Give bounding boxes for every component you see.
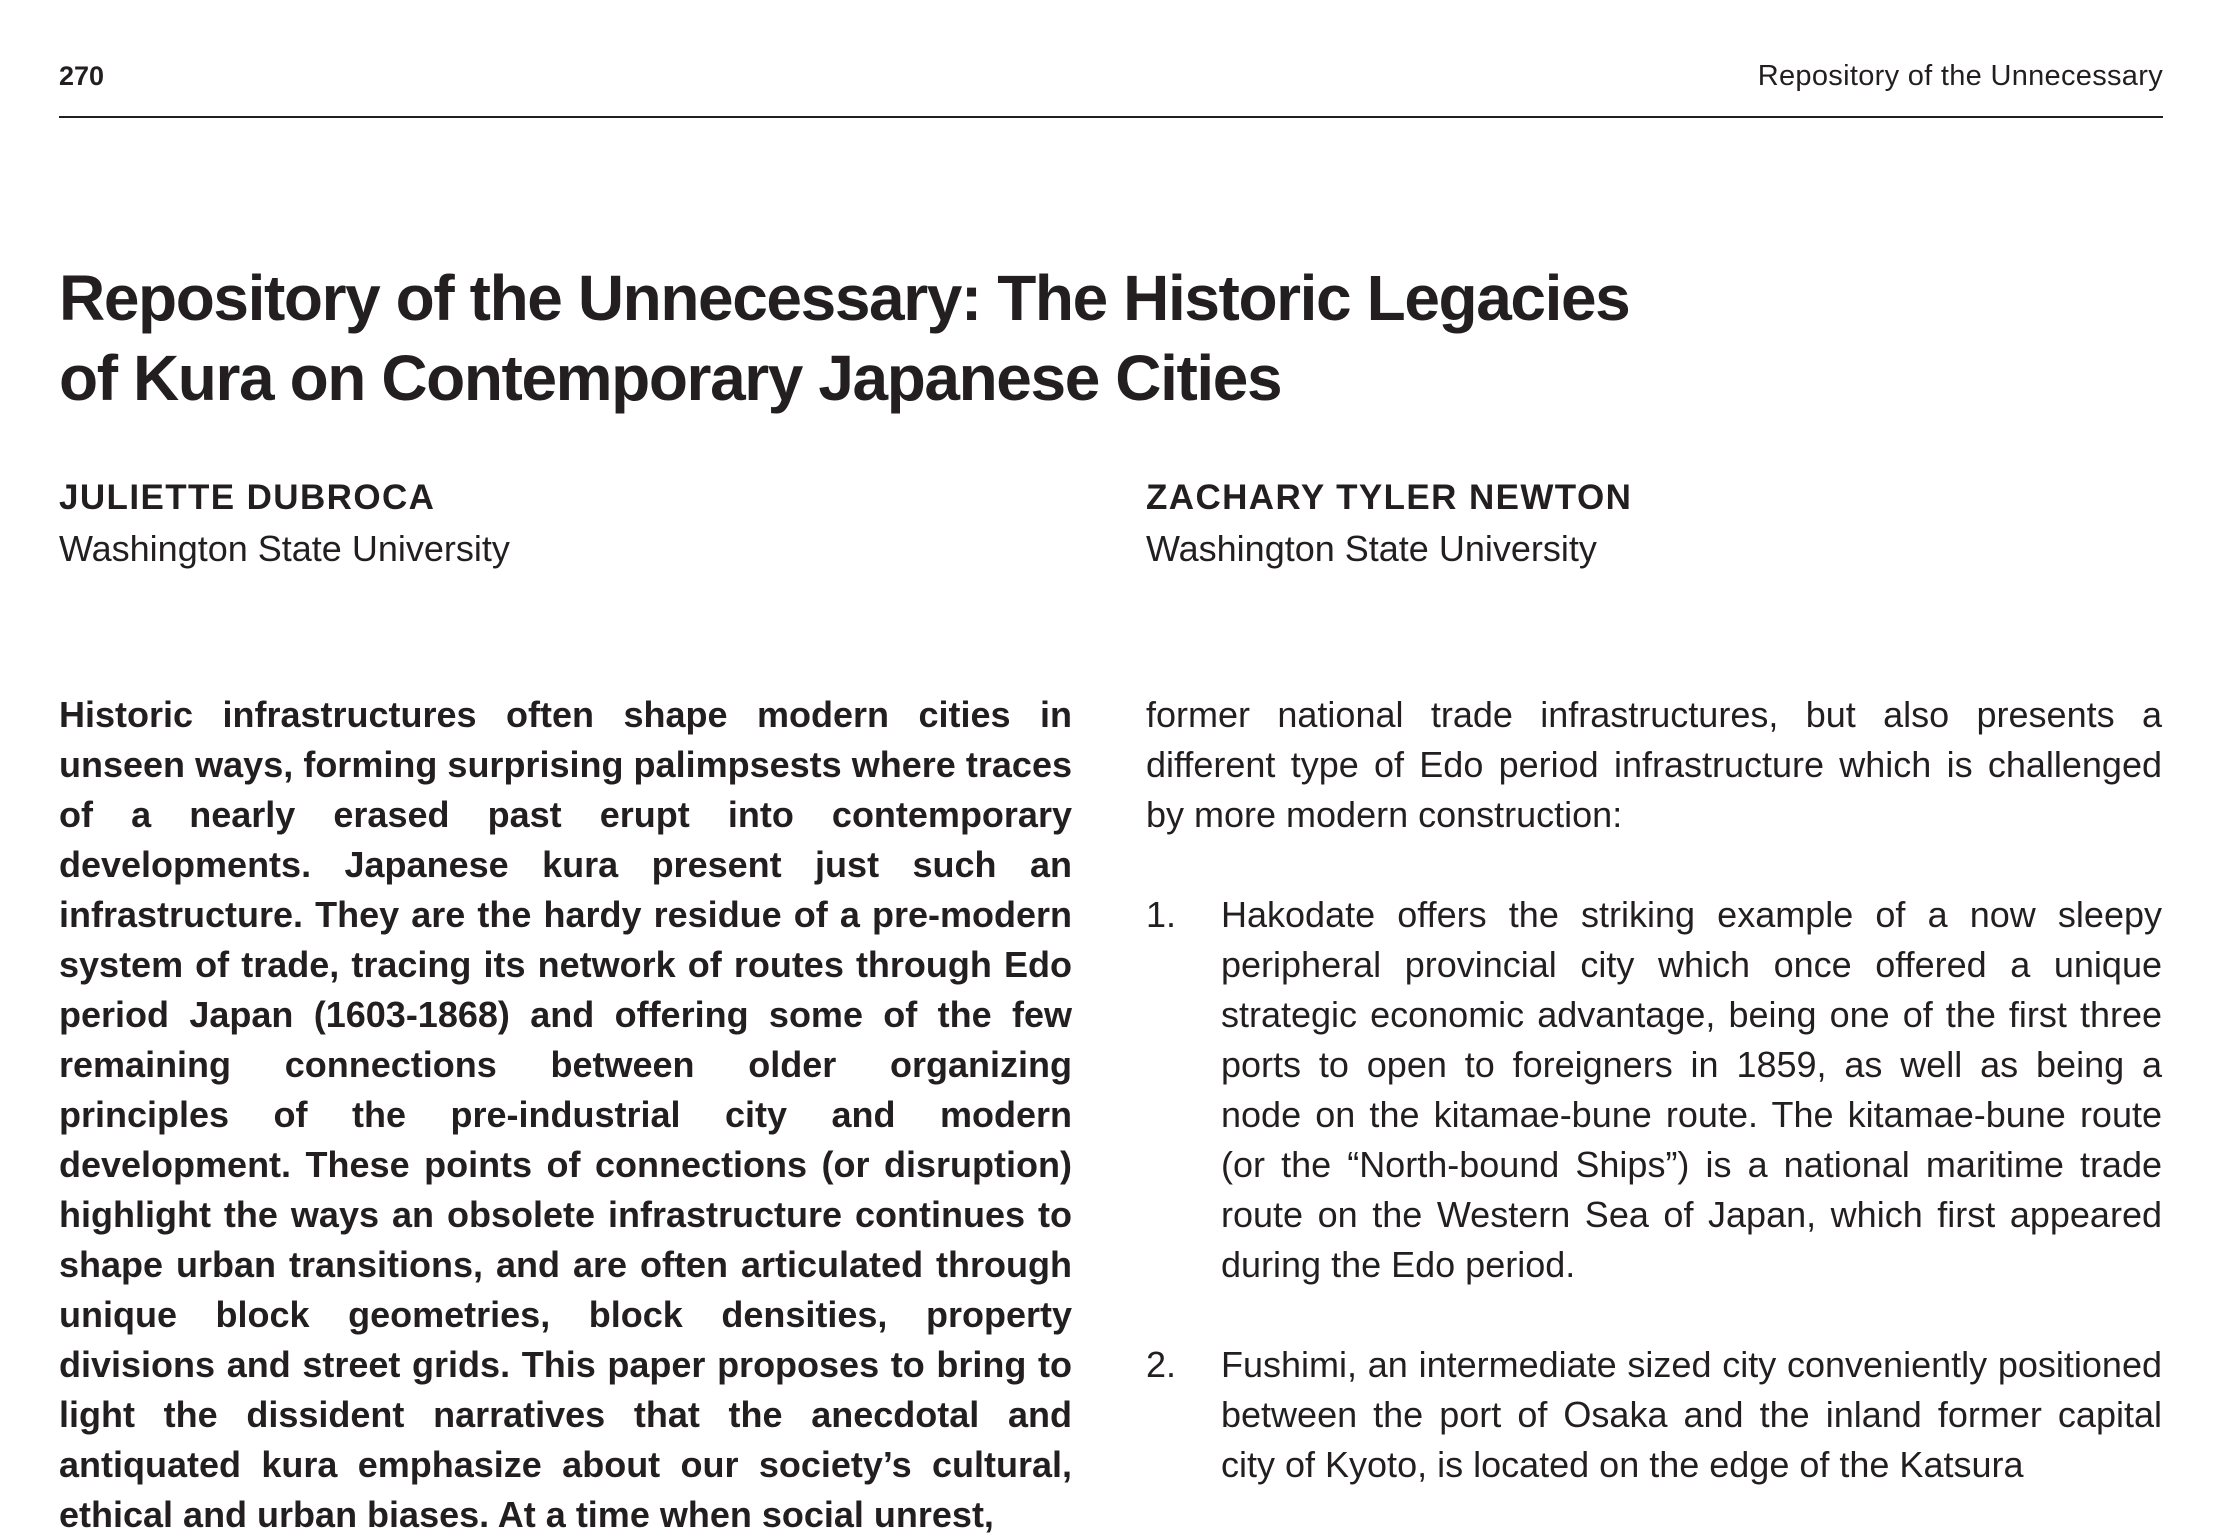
numbered-list: [1146, 890, 2162, 1490]
title-line-2: of Kura on Contemporary Japanese Cities: [59, 342, 1282, 414]
page-header: [59, 56, 2163, 118]
author-block-1: [59, 474, 510, 576]
abstract-column: [59, 690, 1072, 1540]
list-item-number: 1.: [1146, 894, 1177, 935]
list-item: [1146, 890, 2162, 1290]
page-number: 270: [59, 61, 105, 91]
list-item-text: Hakodate offers the striking example of a now sleepy peripheral provincial city which once offered a unique strategic economic advantage, being one of the first three ports to open to foreigners in 1859, as well as being a node on the kitamae-bune route. The kitamae-bune route (or the “North-bound Ships”) is a national maritime trade route on the Western Sea of Japan, which first appeared during the Edo period.: [1221, 894, 2162, 1285]
paper-title: [59, 258, 1699, 418]
running-head: Repository of the Unnecessary: [1757, 60, 2163, 92]
author-affiliation: Washington State University: [59, 528, 510, 569]
author-affiliation: Washington State University: [1146, 528, 1597, 569]
title-line-1: Repository of the Unnecessary: The Historic Legacies: [59, 262, 1630, 334]
body-paragraph: former national trade infrastructures, but also presents a different type of Edo period infrastructure which is challenged by more modern construction:: [1146, 694, 2162, 835]
list-item-text: Fushimi, an intermediate sized city conveniently positioned between the port of Osaka and the inland former capital city of Kyoto, is located on the edge of the Katsura: [1221, 1344, 2162, 1485]
author-name: JULIETTE DUBROCA: [59, 478, 436, 517]
author-block-2: [1146, 474, 1632, 576]
author-name: ZACHARY TYLER NEWTON: [1146, 478, 1633, 517]
list-item-number: 2.: [1146, 1344, 1177, 1385]
body-column-right: [1146, 690, 2162, 1490]
abstract-text: Historic infrastructures often shape modern cities in unseen ways, forming surprising palimpsests where traces of a nearly erased past erupt into contemporary developments. Japanese kura present just such an infrastructure. They are the hardy residue of a pre-modern system of trade, tracing its network of routes through Edo period Japan (1603-1868) and offering some of the few remaining connections between older organizing principles of the pre-industrial city and modern development. These points of connections (or disruption) highlight the ways an obsolete infrastructure continues to shape urban transitions, and are often articulated through unique block geometries, block densities, property divisions and street grids. This paper proposes to bring to light the dissident narratives that the anecdotal and antiquated kura emphasize about our society’s cultural, ethical and urban biases. At a time when social unrest,: [59, 694, 1072, 1535]
list-item: [1146, 1340, 2162, 1490]
